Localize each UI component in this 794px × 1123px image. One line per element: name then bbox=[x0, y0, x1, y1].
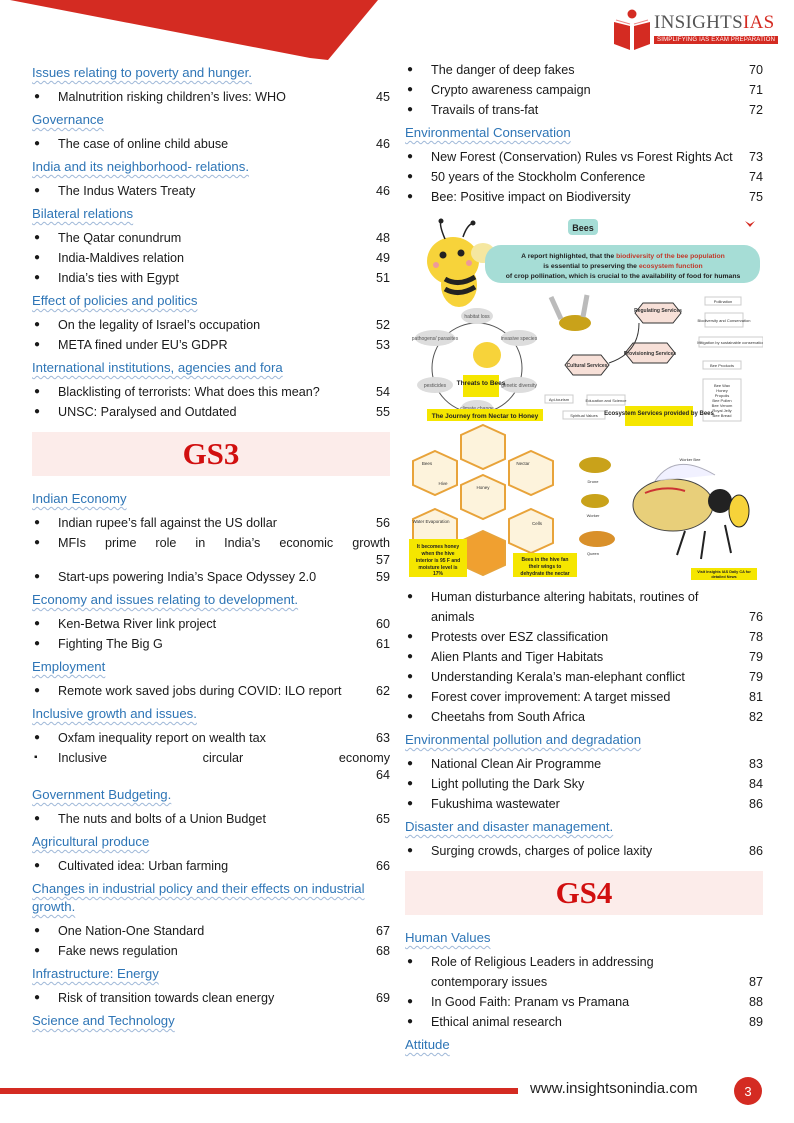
svg-text:Api-tourism: Api-tourism bbox=[548, 397, 570, 402]
toc-entry-title: National Clean Air Programme bbox=[431, 757, 602, 771]
toc-entry-page-number: 57 bbox=[375, 553, 390, 567]
svg-text:genetic diversity: genetic diversity bbox=[501, 383, 537, 389]
toc-entry-page-number: 48 bbox=[375, 231, 390, 245]
toc-entry-page-number: 61 bbox=[375, 637, 390, 651]
toc-entry-title: On the legality of Israel’s occupation bbox=[58, 318, 261, 332]
toc-entry-title: Cultivated idea: Urban farming bbox=[58, 859, 229, 873]
toc-entry-page-number: 87 bbox=[748, 975, 763, 989]
toc-section-heading[interactable]: Indian Economy bbox=[32, 491, 127, 506]
toc-entry[interactable] bbox=[32, 856, 390, 876]
svg-text:Queen: Queen bbox=[586, 551, 600, 556]
toc-entry[interactable] bbox=[32, 335, 390, 355]
toc-section-heading[interactable]: Economy and issues relating to development. bbox=[32, 592, 299, 607]
gs3-title: GS3 bbox=[182, 436, 240, 471]
toc-entry-page-number: 63 bbox=[375, 731, 390, 745]
bee-castes bbox=[579, 457, 615, 556]
svg-text:invasive species: invasive species bbox=[500, 336, 538, 342]
toc-entry[interactable] bbox=[405, 1012, 763, 1032]
toc-entry-title: Alien Plants and Tiger Habitats bbox=[431, 650, 604, 664]
toc-entry[interactable] bbox=[32, 402, 390, 422]
bullet-icon: ● bbox=[34, 860, 41, 871]
toc-entry-title: Human disturbance altering habitats, routines of animals bbox=[431, 590, 699, 624]
toc-entry[interactable] bbox=[32, 268, 390, 288]
toc-entry[interactable] bbox=[32, 315, 390, 335]
svg-text:The Journey from Nectar to Hon: The Journey from Nectar to Honey bbox=[431, 413, 539, 420]
toc-entry-page-number: 74 bbox=[748, 170, 763, 184]
svg-text:Water Evaporation: Water Evaporation bbox=[412, 519, 450, 524]
toc-entry[interactable] bbox=[405, 587, 763, 627]
toc-entry-title: In Good Faith: Pranam vs Pramana bbox=[431, 995, 630, 1009]
toc-entry-page-number: 71 bbox=[748, 83, 763, 97]
toc-section-heading[interactable]: Governance bbox=[32, 112, 104, 127]
bullet-icon: ● bbox=[34, 925, 41, 936]
svg-text:Cultural Services: Cultural Services bbox=[566, 363, 608, 369]
svg-text:Drone: Drone bbox=[587, 479, 599, 484]
toc-entry-page-number: 76 bbox=[748, 610, 763, 624]
toc-entry-title: META fined under EU’s GDPR bbox=[58, 338, 228, 352]
worker-bee-anatomy bbox=[633, 457, 749, 559]
svg-text:Honey: Honey bbox=[716, 388, 728, 393]
page-number-badge: 3 bbox=[734, 1077, 762, 1105]
toc-entry-page-number: 46 bbox=[375, 184, 390, 198]
toc-entry-page-number: 84 bbox=[748, 777, 763, 791]
toc-entry-title: Ethical animal research bbox=[431, 1015, 562, 1029]
toc-entry-page-number: 75 bbox=[748, 190, 763, 204]
bullet-icon: ● bbox=[407, 631, 414, 642]
toc-right-column bbox=[405, 60, 763, 1059]
toc-entry-page-number: 56 bbox=[375, 516, 390, 530]
toc-entry-page-number: 86 bbox=[748, 797, 763, 811]
toc-entry-page-number: 52 bbox=[375, 318, 390, 332]
toc-entry-page-number: 62 bbox=[375, 684, 390, 698]
toc-entry-title: Fukushima wastewater bbox=[431, 797, 560, 811]
toc-entry[interactable] bbox=[405, 147, 763, 167]
square-bullet-icon: ▪ bbox=[34, 752, 38, 763]
bullet-icon: ● bbox=[407, 104, 414, 115]
bullet-icon: ● bbox=[34, 138, 41, 149]
bullet-icon: ● bbox=[34, 339, 41, 350]
toc-entry-page-number: 59 bbox=[375, 570, 390, 584]
toc-left-column bbox=[32, 60, 390, 1035]
insights-ias-logo bbox=[612, 6, 776, 54]
toc-entry-title: Light polluting the Dark Sky bbox=[431, 777, 585, 791]
bullet-icon: ● bbox=[407, 956, 414, 967]
toc-entry-title: Crypto awareness campaign bbox=[431, 83, 591, 97]
svg-text:Pollination: Pollination bbox=[713, 299, 733, 304]
toc-entry[interactable] bbox=[32, 748, 390, 782]
bullet-icon: ● bbox=[407, 64, 414, 75]
toc-section-heading[interactable]: Science and Technology bbox=[32, 1013, 175, 1028]
svg-text:Worker Bee: Worker Bee bbox=[679, 457, 701, 462]
toc-entry-title: The Qatar conundrum bbox=[58, 231, 182, 245]
toc-entry[interactable] bbox=[32, 681, 390, 701]
bullet-icon: ● bbox=[34, 945, 41, 956]
toc-entry-page-number: 66 bbox=[375, 859, 390, 873]
toc-entry-title: UNSC: Paralysed and Outdated bbox=[58, 405, 237, 419]
toc-entry[interactable] bbox=[32, 513, 390, 533]
toc-entry-title: Malnutrition risking children’s lives: WHO bbox=[58, 90, 286, 104]
svg-text:Spiritual Values: Spiritual Values bbox=[570, 413, 598, 418]
bullet-icon: ● bbox=[407, 171, 414, 182]
bullet-icon: ● bbox=[407, 651, 414, 662]
journey-note-left: It becomes honey when the hive interior is 95 F and moisture level is 17% bbox=[415, 544, 461, 577]
toc-entry-title: Bee: Positive impact on Biodiversity bbox=[431, 190, 631, 204]
toc-entry-page-number: 64 bbox=[375, 768, 390, 782]
toc-entry-title: Fake news regulation bbox=[58, 944, 178, 958]
ecosystem-services-diagram bbox=[545, 295, 763, 426]
bullet-icon: ● bbox=[407, 151, 414, 162]
bullet-icon: ● bbox=[34, 386, 41, 397]
bullet-icon: ● bbox=[34, 252, 41, 263]
toc-section-heading[interactable]: Issues relating to poverty and hunger. bbox=[32, 65, 252, 80]
bees-infographic bbox=[405, 213, 763, 581]
toc-section-heading[interactable]: Inclusive growth and issues. bbox=[32, 706, 197, 721]
svg-text:Honey: Honey bbox=[476, 485, 490, 490]
toc-entry-title: Fighting The Big G bbox=[58, 637, 163, 651]
toc-entry[interactable] bbox=[405, 774, 763, 794]
svg-text:Biodiversity and Conservation: Biodiversity and Conservation bbox=[697, 318, 751, 323]
toc-entry-title: The nuts and bolts of a Union Budget bbox=[58, 812, 266, 826]
toc-section-heading[interactable]: Environmental Conservation bbox=[405, 125, 571, 140]
svg-text:Mitigation by sustainable cons: Mitigation by sustainable conservation bbox=[697, 340, 763, 345]
toc-entry-title: One Nation-One Standard bbox=[58, 924, 205, 938]
toc-entry-title: Forest cover improvement: A target missed bbox=[431, 690, 671, 704]
toc-entry-title: Risk of transition towards clean energy bbox=[58, 991, 275, 1005]
toc-entry-page-number: 82 bbox=[748, 710, 763, 724]
toc-entry-title: The danger of deep fakes bbox=[431, 63, 575, 77]
gs4-section-banner bbox=[405, 871, 763, 915]
toc-entry-page-number: 88 bbox=[748, 995, 763, 1009]
bullet-icon: ● bbox=[407, 758, 414, 769]
bullet-icon: ● bbox=[407, 778, 414, 789]
svg-text:Ecosystem Services provided by: Ecosystem Services provided by Bees bbox=[604, 411, 714, 417]
toc-entry-title: Role of Religious Leaders in addressing contemporary issues bbox=[431, 955, 654, 989]
visit-note: Visit Insights IAS Daily CA for detailed News bbox=[697, 570, 751, 579]
toc-entry-page-row bbox=[32, 768, 390, 782]
svg-text:Propolis: Propolis bbox=[714, 393, 730, 398]
toc-section-heading[interactable]: Infrastructure: Energy bbox=[32, 966, 159, 981]
toc-entry-page-number: 46 bbox=[375, 137, 390, 151]
toc-entry-title: India’s ties with Egypt bbox=[58, 271, 179, 285]
toc-entry[interactable] bbox=[405, 687, 763, 707]
infographic-title: Bees bbox=[572, 223, 594, 233]
toc-entry-title: 50 years of the Stockholm Conference bbox=[431, 170, 646, 184]
toc-section-heading[interactable]: Government Budgeting. bbox=[32, 787, 172, 802]
svg-text:Nectar: Nectar bbox=[516, 461, 530, 466]
bullet-icon: ● bbox=[34, 319, 41, 330]
toc-section-heading[interactable]: Changes in industrial policy and their effects on industrial growth. bbox=[32, 881, 365, 914]
svg-text:Hive: Hive bbox=[438, 481, 448, 486]
toc-entry-page-number: 78 bbox=[748, 630, 763, 644]
svg-text:Provisioning Services: Provisioning Services bbox=[623, 351, 677, 357]
toc-entry-title: Remote work saved jobs during COVID: ILO report bbox=[58, 684, 342, 698]
brand-name: INSIGHTSIAS bbox=[654, 12, 775, 33]
bullet-icon: ● bbox=[34, 618, 41, 629]
toc-entry[interactable] bbox=[405, 992, 763, 1012]
toc-entry[interactable] bbox=[32, 228, 390, 248]
threats-to-bees-diagram bbox=[412, 308, 538, 416]
svg-text:habitat loss: habitat loss bbox=[464, 314, 490, 320]
bullet-icon: ● bbox=[34, 272, 41, 283]
toc-entry-page-number: 68 bbox=[375, 944, 390, 958]
bullet-icon: ● bbox=[407, 691, 414, 702]
toc-section-heading[interactable]: Human Values bbox=[405, 930, 491, 945]
toc-entry-page-number: 45 bbox=[375, 90, 390, 104]
svg-text:Bee Pollen: Bee Pollen bbox=[712, 398, 732, 403]
toc-entry-page-number: 54 bbox=[375, 385, 390, 399]
report-line-3: of crop pollination, which is crucial to the availability of food for humans bbox=[505, 273, 741, 280]
toc-section-heading[interactable]: India and its neighborhood- relations. bbox=[32, 159, 250, 174]
svg-text:pathogens/ parasites: pathogens/ parasites bbox=[411, 336, 459, 342]
toc-entry-page-number: 51 bbox=[375, 271, 390, 285]
nectar-to-honey-diagram bbox=[409, 409, 577, 577]
toc-entry-title: New Forest (Conservation) Rules vs Forest Rights Act bbox=[431, 150, 733, 164]
toc-entry-title: Understanding Kerala’s man-elephant conflict bbox=[431, 670, 685, 684]
toc-entry[interactable] bbox=[405, 667, 763, 687]
report-line-1: A report highlighted, that the biodiversity of the bee population bbox=[521, 253, 725, 260]
toc-entry-page-number: 53 bbox=[375, 338, 390, 352]
toc-entry[interactable] bbox=[405, 841, 763, 861]
toc-entry-page-number: 65 bbox=[375, 812, 390, 826]
toc-entry-page-number: 83 bbox=[748, 757, 763, 771]
toc-entry[interactable] bbox=[405, 100, 763, 120]
toc-entry[interactable] bbox=[32, 382, 390, 402]
bullet-icon: ● bbox=[407, 845, 414, 856]
bullet-icon: ● bbox=[34, 732, 41, 743]
svg-text:Bee Products: Bee Products bbox=[709, 363, 735, 368]
svg-text:Royal Jelly: Royal Jelly bbox=[712, 408, 732, 413]
toc-entry[interactable] bbox=[405, 80, 763, 100]
toc-entry-page-number: 79 bbox=[748, 650, 763, 664]
bullet-icon: ● bbox=[34, 638, 41, 649]
toc-entry[interactable] bbox=[32, 634, 390, 654]
toc-entry[interactable] bbox=[405, 952, 763, 992]
bullet-icon: ● bbox=[407, 798, 414, 809]
toc-entry[interactable] bbox=[32, 533, 390, 567]
bullet-icon: ● bbox=[34, 537, 41, 548]
toc-section-heading[interactable]: Disaster and disaster management. bbox=[405, 819, 614, 834]
toc-entry-title: Indian rupee’s fall against the US dollar bbox=[58, 516, 277, 530]
svg-text:Bee Venom: Bee Venom bbox=[711, 403, 733, 408]
svg-text:Education and Science: Education and Science bbox=[585, 398, 627, 403]
toc-entry[interactable] bbox=[32, 248, 390, 268]
toc-entry-title: Cheetahs from South Africa bbox=[431, 710, 586, 724]
toc-section-heading[interactable]: Employment bbox=[32, 659, 106, 674]
toc-section-heading[interactable]: International institutions, agencies and fora bbox=[32, 360, 283, 375]
svg-text:Bee Wax: Bee Wax bbox=[713, 383, 731, 388]
toc-entry[interactable] bbox=[32, 809, 390, 829]
toc-entry-title: Travails of trans-fat bbox=[431, 103, 539, 117]
toc-entry[interactable] bbox=[405, 187, 763, 207]
toc-entry-page-number: 86 bbox=[748, 844, 763, 858]
toc-entry-page-number: 49 bbox=[375, 251, 390, 265]
toc-entry-title: India-Maldives relation bbox=[58, 251, 184, 265]
svg-text:Cells: Cells bbox=[531, 521, 543, 526]
toc-entry[interactable] bbox=[32, 941, 390, 961]
toc-entry-page-number: 60 bbox=[375, 617, 390, 631]
svg-text:Bees: Bees bbox=[421, 461, 433, 466]
toc-section-heading[interactable]: Environmental pollution and degradation bbox=[405, 732, 642, 747]
toc-entry[interactable] bbox=[405, 754, 763, 774]
bullet-icon: ● bbox=[34, 91, 41, 102]
toc-entry-title: The Indus Waters Treaty bbox=[58, 184, 196, 198]
toc-entry-title: MFIs prime role in India’s economic growth bbox=[58, 536, 390, 550]
toc-entry[interactable] bbox=[32, 614, 390, 634]
bullet-icon: ● bbox=[34, 992, 41, 1003]
toc-entry-title: The case of online child abuse bbox=[58, 137, 229, 151]
footer-website-link[interactable]: www.insightsonindia.com bbox=[530, 1080, 698, 1097]
journey-note-right: Bees in the hive fan their wings to dehydrate the nectar bbox=[520, 557, 570, 577]
toc-entry-page-number: 89 bbox=[748, 1015, 763, 1029]
toc-entry[interactable] bbox=[32, 134, 390, 154]
toc-entry[interactable] bbox=[405, 794, 763, 814]
bullet-icon: ● bbox=[34, 813, 41, 824]
report-line-2: is essential to preserving the ecosystem function bbox=[543, 263, 703, 270]
toc-entry[interactable] bbox=[405, 627, 763, 647]
toc-entry[interactable] bbox=[405, 167, 763, 187]
bullet-icon: ● bbox=[34, 571, 41, 582]
toc-entry-page-number: 70 bbox=[748, 63, 763, 77]
toc-entry-title: Protests over ESZ classification bbox=[431, 630, 609, 644]
toc-entry-page-number: 67 bbox=[375, 924, 390, 938]
toc-entry-title: Blacklisting of terrorists: What does this mean? bbox=[58, 385, 320, 399]
bullet-icon: ● bbox=[34, 232, 41, 243]
bullet-icon: ● bbox=[407, 191, 414, 202]
toc-section-heading[interactable]: Agricultural produce bbox=[32, 834, 150, 849]
toc-entry-title: Inclusive circular economy bbox=[58, 751, 390, 765]
toc-entry-page-row bbox=[32, 553, 390, 567]
toc-entry-title: Surging crowds, charges of police laxity bbox=[431, 844, 653, 858]
bullet-icon: ● bbox=[407, 711, 414, 722]
toc-entry-title: Oxfam inequality report on wealth tax bbox=[58, 731, 266, 745]
toc-entry-title: Ken-Betwa River link project bbox=[58, 617, 217, 631]
toc-entry-title: Start-ups powering India’s Space Odyssey 2.0 bbox=[58, 570, 317, 584]
toc-entry-page-number: 69 bbox=[375, 991, 390, 1005]
toc-entry[interactable] bbox=[405, 647, 763, 667]
gs4-title: GS4 bbox=[555, 875, 613, 910]
toc-entry[interactable] bbox=[32, 921, 390, 941]
bullet-icon: ● bbox=[407, 671, 414, 682]
bullet-icon: ● bbox=[34, 685, 41, 696]
brand-tagline: SIMPLIFYING IAS EXAM PREPARATION bbox=[654, 36, 778, 44]
bullet-icon: ● bbox=[407, 996, 414, 1007]
bullet-icon: ● bbox=[34, 406, 41, 417]
bullet-icon: ● bbox=[407, 1016, 414, 1027]
toc-entry-page-number: 79 bbox=[748, 670, 763, 684]
footer-red-line bbox=[0, 1088, 518, 1094]
svg-text:Worker: Worker bbox=[586, 513, 600, 518]
bullet-icon: ● bbox=[407, 84, 414, 95]
toc-entry-page-number: 72 bbox=[748, 103, 763, 117]
toc-section-heading[interactable]: Attitude bbox=[405, 1037, 450, 1052]
mini-logo-icon bbox=[745, 221, 755, 227]
toc-entry-page-number: 81 bbox=[748, 690, 763, 704]
toc-entry[interactable] bbox=[32, 567, 390, 587]
toc-entry[interactable] bbox=[405, 60, 763, 80]
toc-entry[interactable] bbox=[32, 87, 390, 107]
svg-text:Bee Bread: Bee Bread bbox=[712, 413, 732, 418]
svg-text:pesticides: pesticides bbox=[423, 383, 447, 389]
open-book-person-icon bbox=[612, 6, 652, 54]
toc-entry-page-number: 73 bbox=[748, 150, 763, 164]
toc-entry[interactable] bbox=[32, 988, 390, 1008]
bullet-icon: ● bbox=[34, 517, 41, 528]
toc-entry[interactable] bbox=[32, 181, 390, 201]
gs3-section-banner bbox=[32, 432, 390, 476]
toc-section-heading[interactable]: Bilateral relations bbox=[32, 206, 134, 221]
toc-entry[interactable] bbox=[405, 707, 763, 727]
toc-entry-page-number: 55 bbox=[375, 405, 390, 419]
toc-section-heading[interactable]: Effect of policies and politics bbox=[32, 293, 198, 308]
toc-entry[interactable] bbox=[32, 728, 390, 748]
svg-text:Threats to Bees: Threats to Bees bbox=[456, 380, 506, 387]
bullet-icon: ● bbox=[407, 591, 414, 602]
bullet-icon: ● bbox=[34, 185, 41, 196]
svg-text:Regulating Services: Regulating Services bbox=[634, 308, 682, 314]
cartoon-bee-icon bbox=[427, 219, 495, 308]
